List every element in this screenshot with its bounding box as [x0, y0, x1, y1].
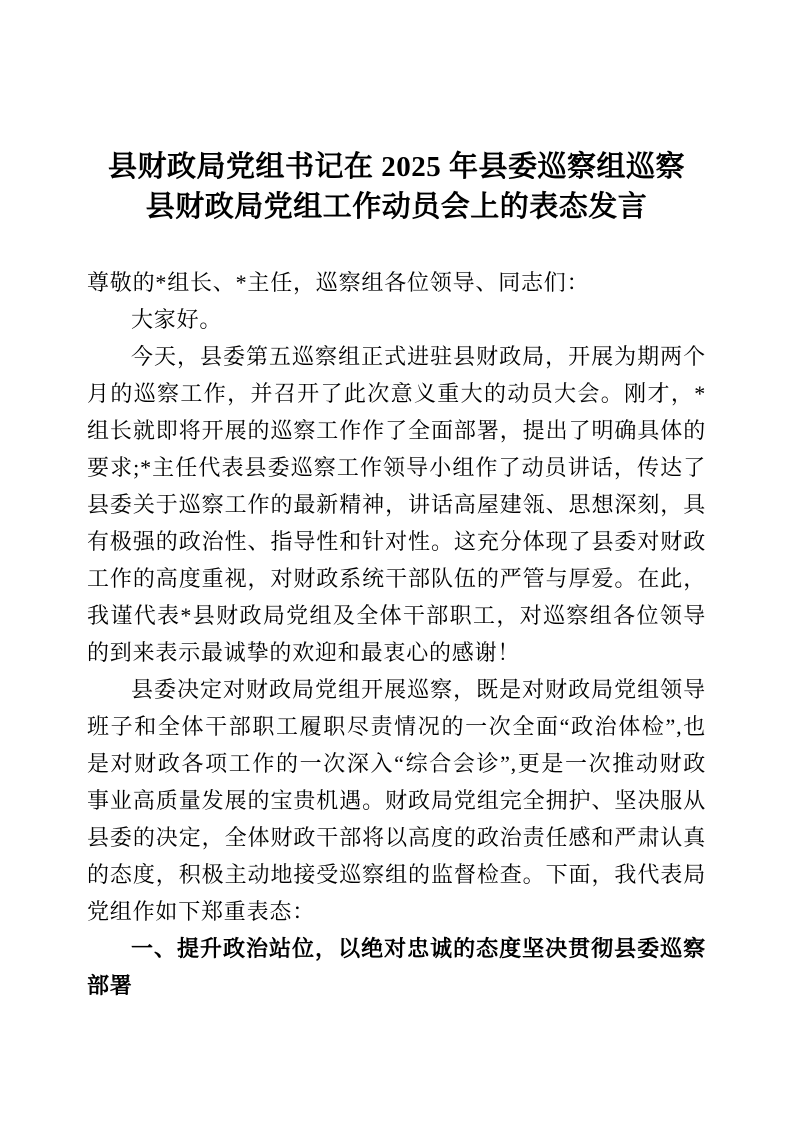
title-line-1: 县财政局党组书记在 2025 年县委巡察组巡察: [107, 151, 685, 183]
body-paragraph-1: 今天，县委第五巡察组正式进驻县财政局，开展为期两个月的巡察工作，并召开了此次意义重大的动员大会。刚才，*组长就即将开展的巡察工作作了全面部署，提出了明确具体的要求;*主任代表县委巡察工作领导小组作了动员讲话，传达了县委关于巡察工作的最新精神，讲话高屋建瓴、思想深刻，具有极强的政治性、指导性和针对性。这充分体现了县委对财政工作的高度重视，对财政系统干部队伍的严管与厚爱。在此，我谨代表*县财政局党组及全体干部职工，对巡察组各位领导的到来表示最诚挚的欢迎和最衷心的感谢！: [87, 344, 706, 665]
document-body: [87, 264, 706, 1004]
document-title: [87, 147, 706, 227]
salutation-line: 尊敬的*组长、*主任，巡察组各位领导、同志们：: [87, 270, 590, 295]
title-line-2: 县财政局党组工作动员会上的表态发言: [145, 191, 648, 223]
section-heading-1: 一、提升政治站位，以绝对忠诚的态度坚决贯彻县委巡察部署: [87, 936, 706, 998]
greeting-line: 大家好。: [131, 307, 223, 332]
body-paragraph-2: 县委决定对财政局党组开展巡察，既是对财政局党组领导班子和全体干部职工履职尽责情况的一次全面“政治体检”,也是对财政各项工作的一次深入“综合会诊”,更是一次推动财政事业高质量发展的宝贵机遇。财政局党组完全拥护、坚决服从县委的决定，全体财政干部将以高度的政治责任感和严肃认真的态度，积极主动地接受巡察组的监督检查。下面，我代表局党组作如下郑重表态：: [87, 677, 706, 924]
